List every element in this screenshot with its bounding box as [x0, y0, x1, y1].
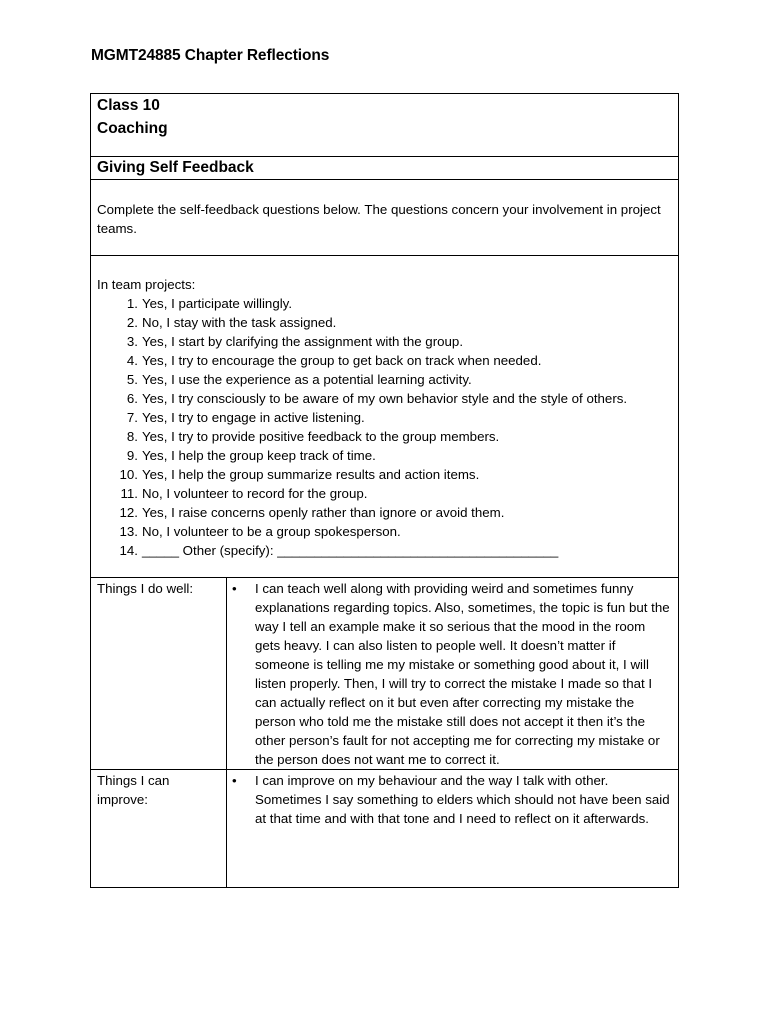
- question-item: [97, 370, 672, 389]
- question-text: Yes, I try to provide positive feedback to the group members.: [142, 429, 500, 444]
- question-number: 5.: [126, 372, 138, 387]
- can-improve-label: Things I can improve:: [97, 773, 170, 807]
- question-text: Yes, I participate willingly.: [142, 296, 293, 311]
- question-number: 14.: [119, 543, 138, 558]
- question-item: [97, 332, 672, 351]
- question-text: Yes, I try consciously to be aware of my own behavior style and the style of others.: [142, 391, 628, 406]
- question-item: [97, 351, 672, 370]
- question-item: [97, 294, 672, 313]
- questions-cell: [91, 256, 679, 578]
- question-number: 12.: [119, 505, 138, 520]
- question-text: Yes, I start by clarifying the assignment with the group.: [142, 334, 464, 349]
- question-number: 1.: [126, 296, 138, 311]
- questions-row: [91, 256, 679, 578]
- can-improve-label-cell: [91, 770, 227, 888]
- question-text: Yes, I use the experience as a potential learning activity.: [142, 372, 472, 387]
- question-text: No, I volunteer to record for the group.: [142, 486, 368, 501]
- question-number: 11.: [120, 486, 138, 501]
- bullet-icon: •: [232, 581, 237, 596]
- question-number: 3.: [126, 334, 138, 349]
- question-number: 4.: [126, 353, 138, 368]
- question-text: _____ Other (specify): ______________________________________: [142, 543, 559, 558]
- question-item: [97, 408, 672, 427]
- reflection-table: [90, 93, 679, 888]
- question-item: [97, 484, 672, 503]
- question-item: [97, 427, 672, 446]
- question-number: 7.: [126, 410, 138, 425]
- can-improve-content-cell: [227, 770, 679, 888]
- can-improve-bullet-item: [227, 771, 672, 828]
- question-text: Yes, I try to encourage the group to get back on track when needed.: [142, 353, 542, 368]
- can-improve-text: I can improve on my behaviour and the way I talk with other. Sometimes I say something to elders which should not have been said at that time and with that tone and I need to reflect on it afterwards.: [255, 773, 670, 826]
- do-well-bullet-item: [227, 579, 672, 769]
- question-item: [97, 522, 672, 541]
- instructions-text: Complete the self-feedback questions below. The questions concern your involvement in project teams.: [97, 202, 661, 236]
- question-list: [97, 294, 672, 560]
- question-text: Yes, I help the group keep track of time.: [142, 448, 376, 463]
- question-text: Yes, I try to engage in active listening.: [142, 410, 365, 425]
- question-number: 13.: [119, 524, 138, 539]
- do-well-content-cell: [227, 578, 679, 770]
- question-item: [97, 389, 672, 408]
- list-intro: In team projects:: [97, 277, 196, 292]
- question-text: Yes, I help the group summarize results and action items.: [142, 467, 480, 482]
- question-item: [97, 446, 672, 465]
- question-number: 9.: [126, 448, 138, 463]
- question-number: 10.: [119, 467, 138, 482]
- can-improve-row: [91, 770, 679, 888]
- question-item: [97, 503, 672, 522]
- question-text: No, I volunteer to be a group spokesperson.: [142, 524, 401, 539]
- class-topic: Coaching: [97, 120, 168, 137]
- instructions-row: [91, 180, 679, 256]
- question-number: 8.: [126, 429, 138, 444]
- class-number: Class 10: [97, 97, 160, 114]
- question-item: [97, 465, 672, 484]
- document-title: MGMT24885 Chapter Reflections: [91, 47, 330, 64]
- question-item: [97, 313, 672, 332]
- instructions-cell: [91, 180, 679, 256]
- do-well-label-cell: [91, 578, 227, 770]
- question-number: 6.: [126, 391, 138, 406]
- class-row: [91, 94, 679, 157]
- question-number: 2.: [126, 315, 138, 330]
- do-well-text: I can teach well along with providing weird and sometimes funny explanations regarding topics. Also, sometimes, the topic is fun but the way I tell an example make it so serious that the mood in the room gets heavy. I can also listen to people well. It doesn’t matter if someone is telling me my mistake or something good about it, I will listen properly. Then, I will try to correct the mistake I made so that I can actually reflect on it but even after correcting my mistake the person who told me the mistake still does not accept it then it’s the other person’s fault for not accepting me for correcting my mistake or the person does not want me to correct it.: [255, 581, 670, 767]
- question-text: Yes, I raise concerns openly rather than ignore or avoid them.: [142, 505, 505, 520]
- heading-row: [91, 157, 679, 180]
- bullet-icon: •: [232, 773, 237, 788]
- do-well-row: [91, 578, 679, 770]
- question-text: No, I stay with the task assigned.: [142, 315, 337, 330]
- class-cell: [91, 94, 679, 157]
- question-item: [97, 541, 672, 560]
- section-heading: Giving Self Feedback: [91, 157, 679, 180]
- do-well-label: Things I do well:: [97, 581, 194, 596]
